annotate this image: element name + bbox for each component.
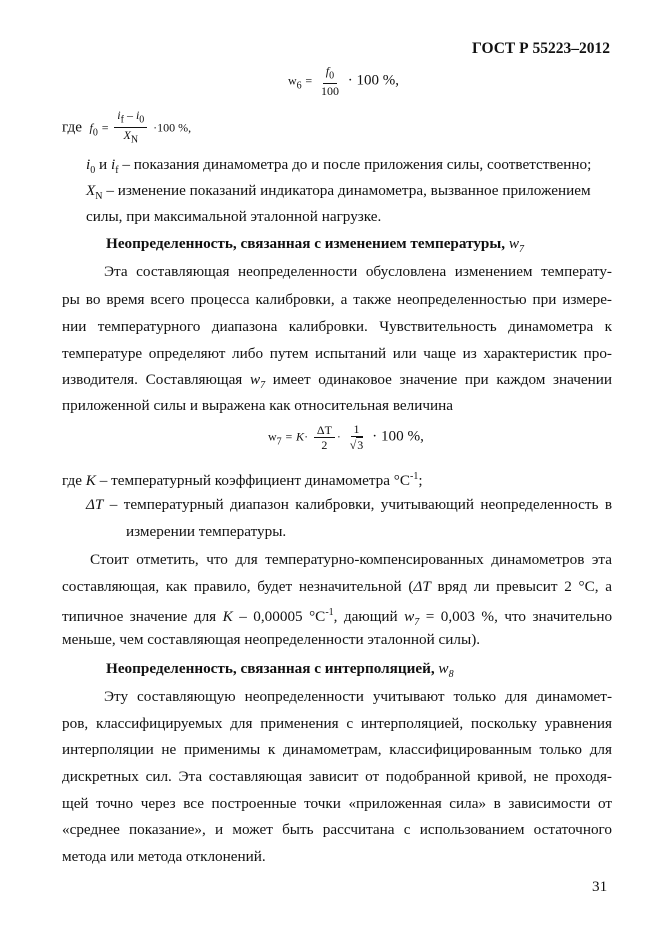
standard-code: ГОСТ Р 55223–2012 bbox=[472, 40, 610, 57]
page-number: 31 bbox=[592, 878, 608, 895]
note-line: составляющая, как правило, будет незначительной (ΔT вряд ли превысит 2 °С, а bbox=[62, 578, 612, 595]
para-w8-line: Эту составляющую неопределенности учитывают только для динамомет- bbox=[104, 688, 612, 705]
para-w7-line: температуре определяют либо путем испытаний или чаще из характеристик про- bbox=[62, 345, 612, 362]
para-w7-line: приложенной силы и выражена как относительная величина bbox=[62, 397, 453, 414]
definition-k: где K – температурный коэффициент динамометра $^\circ С^{-1}$; bbox=[62, 471, 423, 490]
definition-delta-t: ΔT – температурный диапазон калибровки, учитывающий неопределенность в bbox=[86, 496, 612, 513]
formula-f0: где $f_0$ = $\frac{i_f - i_0}{X_N}$ ·100 %, bbox=[62, 108, 192, 146]
formula-w7: $w_7 = K\cdot$ $\frac{\Delta T}{2}$ · $\frac{1}{√3}$ · 100 %, bbox=[268, 422, 424, 452]
para-w7-line: Эта составляющая неопределенности обусловлена изменением температу- bbox=[104, 263, 612, 280]
para-w7-line: ры во время всего процесса калибровки, а также неопределенностью при измере- bbox=[62, 291, 612, 308]
section-title-w7: Неопределенность, связанная с изменением температуры, $w_7$ bbox=[106, 235, 524, 256]
para-w8-line: «среднее показание», и может быть рассчитана с использованием остаточного bbox=[62, 821, 612, 838]
section-title-w8: Неопределенность, связанная с интерполяцией, $w_8$ bbox=[106, 660, 454, 681]
para-w8-line: ров, классифицируемых для применения с интерполяцией, поскольку уравнения bbox=[62, 715, 612, 732]
para-w8-line: дискретных сил. Эта составляющая зависит от подобранной кривой, не проходя- bbox=[62, 768, 612, 785]
para-w7-line: изводителя. Составляющая $w_7$ имеет одинаковое значение при каждом значении bbox=[62, 371, 613, 392]
formula-w6: $w_6$ = $\frac{f_0}{100}$ · 100 %, bbox=[288, 64, 399, 99]
note-line: Стоит отметить, что для температурно-компенсированных динамометров эта bbox=[90, 551, 612, 568]
para-w8-line: метода или метода отклонений. bbox=[62, 848, 266, 865]
para-w7-line: нии температурного диапазона калибровки. Чувствительность динамометра к bbox=[62, 318, 612, 335]
definition-xn: $X_N$ – изменение показаний индикатора динамометра, вызванное приложением bbox=[86, 182, 591, 203]
definition-i0-if: $i_0$ и $i_f$ – показания динамометра до и после приложения силы, соответственно; bbox=[86, 156, 592, 177]
para-w8-line: щей точно через все построенные точки «приложенная сила» в зависимости от bbox=[62, 795, 612, 812]
definition-delta-t-cont: измерении температуры. bbox=[126, 523, 287, 540]
para-w8-line: интерполяции не применимы к динамометрам, классифицированным только для bbox=[62, 741, 612, 758]
note-line: меньше, чем составляющая неопределенности эталонной силы). bbox=[62, 631, 481, 648]
note-line: типичное значение для K – 0,00005 $^\circ С^{-1}$, дающий $w_7 = 0,003$ %, что значительно bbox=[62, 607, 613, 629]
definition-xn-cont: силы, при максимальной эталонной нагрузке. bbox=[86, 208, 382, 225]
